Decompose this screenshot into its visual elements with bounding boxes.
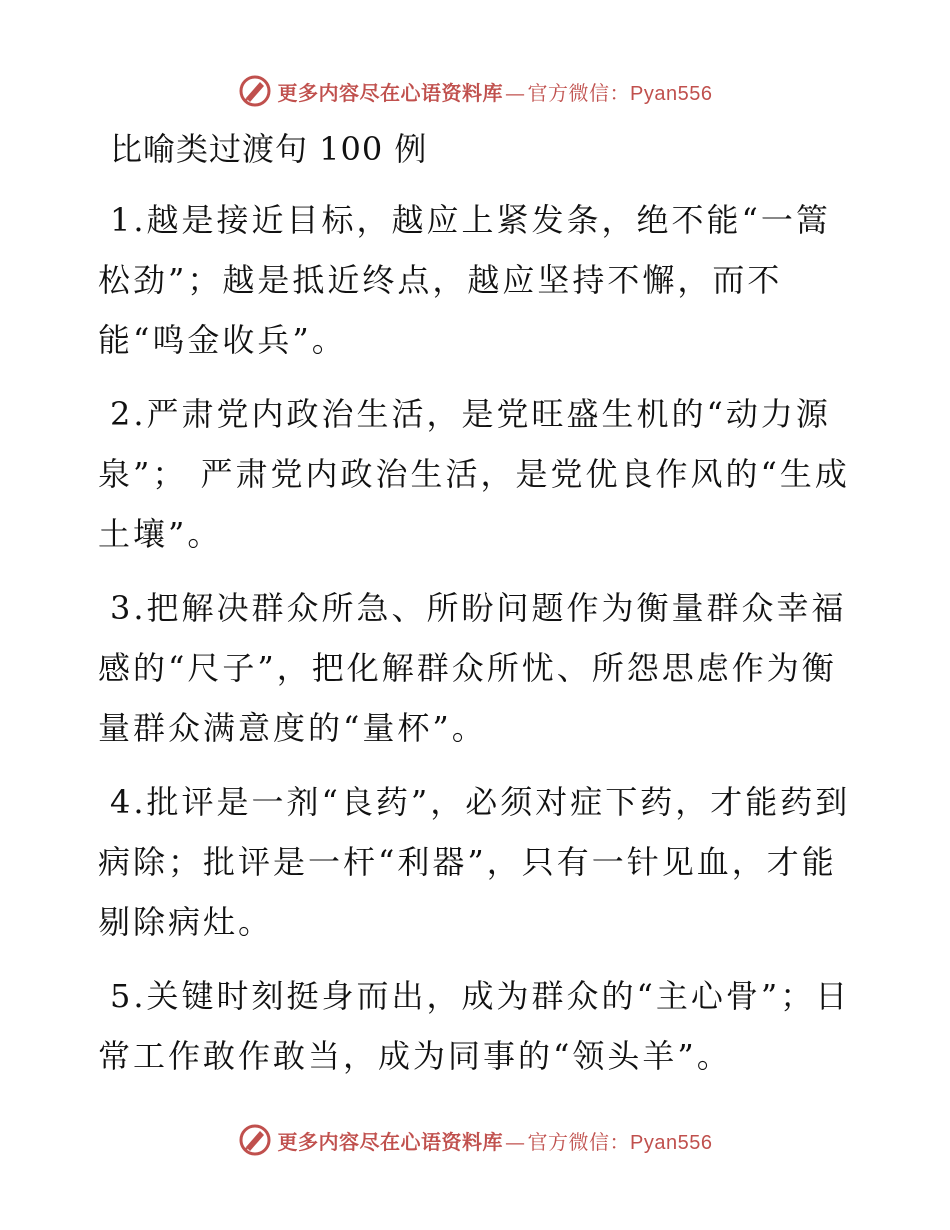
footer-banner	[0, 1120, 950, 1160]
paragraph-1: 1.越是接近目标，越应上紧发条，绝不能“一篙松劲”；越是抵近终点，越应坚持不懈，而不能“鸣金收兵”。	[98, 201, 831, 359]
footer-wechat-text: 官方微信：Pyan556	[527, 1131, 713, 1154]
paragraph-2: 2.严肃党内政治生活，是党旺盛生机的“动力源泉”； 严肃党内政治生活，是党优良作风的“生成土壤”。	[98, 395, 850, 553]
header-banner-text	[278, 77, 713, 106]
header-banner-inner	[238, 74, 713, 108]
logo-icon	[238, 1123, 272, 1157]
header-wechat-text: 官方微信：Pyan556	[527, 82, 713, 105]
document-body	[98, 190, 858, 1100]
header-banner	[0, 71, 950, 111]
paragraph-3: 3.把解决群众所急、所盼问题作为衡量群众幸福感的“尺子”，把化解群众所忧、所怨思虑作为衡量群众满意度的“量杯”。	[98, 589, 847, 747]
footer-separator: —	[505, 1129, 526, 1154]
header-separator: —	[505, 80, 526, 105]
footer-brand-text: 更多内容尽在心语资料库	[277, 1129, 504, 1154]
header-brand-text: 更多内容尽在心语资料库	[277, 80, 504, 105]
logo-icon	[238, 74, 272, 108]
footer-banner-inner	[238, 1123, 713, 1157]
paragraph-5: 5.关键时刻挺身而出，成为群众的“主心骨”；日常工作敢作敢当，成为同事的“领头羊”。	[98, 977, 851, 1075]
footer-banner-text	[278, 1126, 713, 1155]
paragraph-4: 4.批评是一剂“良药”，必须对症下药，才能药到病除；批评是一杆“利器”，只有一针见血，才能剔除病灶。	[98, 783, 851, 941]
document-title: 比喻类过渡句 100 例	[110, 130, 428, 168]
